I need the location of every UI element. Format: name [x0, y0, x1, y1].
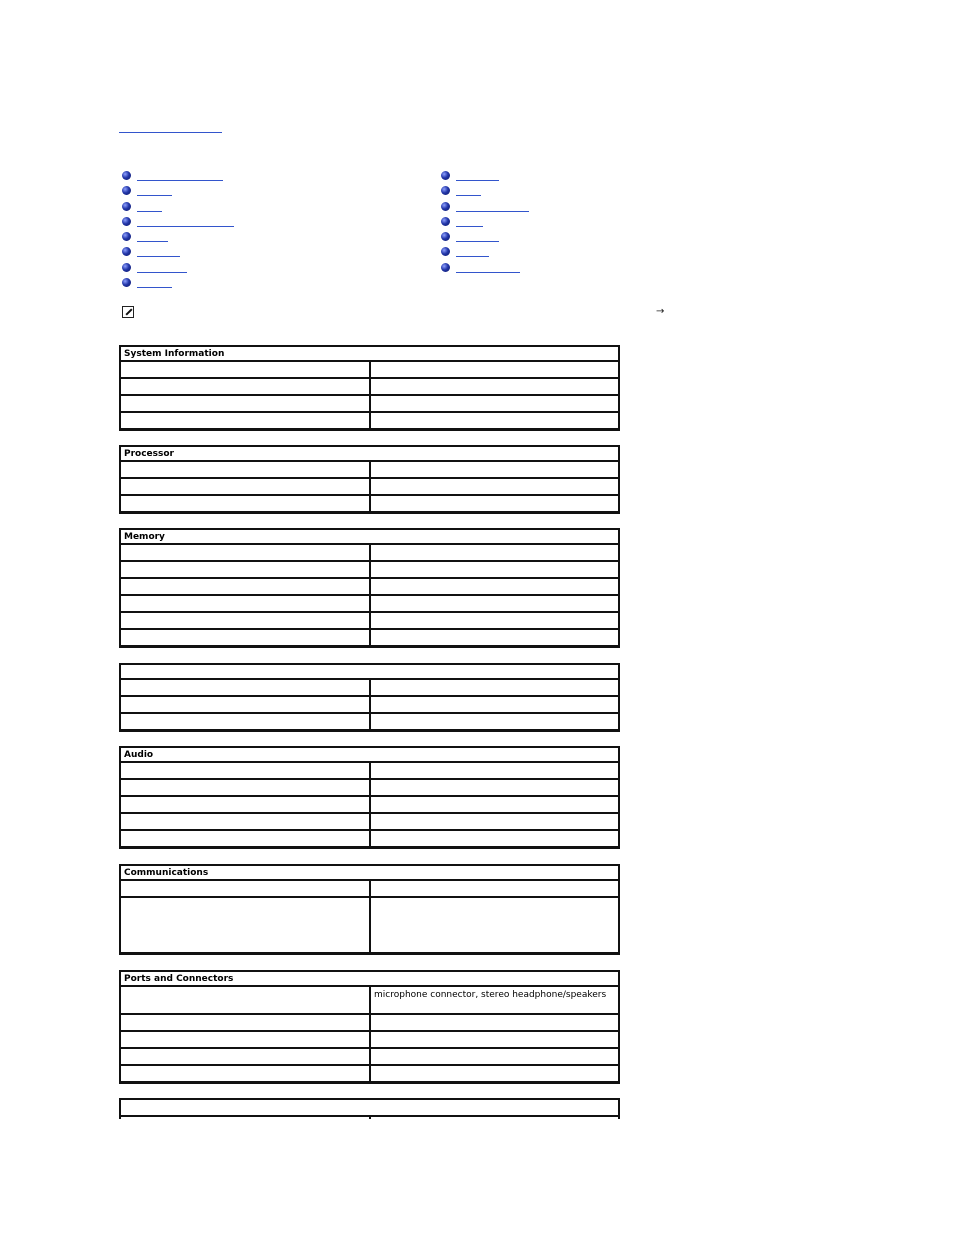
table-cell: [121, 613, 371, 628]
table-cell: [121, 562, 371, 577]
table-cell: [371, 881, 618, 896]
table-cell: [371, 1049, 618, 1064]
table-row: [121, 596, 618, 613]
nav-link[interactable]: [137, 256, 180, 257]
nav-link[interactable]: [456, 256, 489, 257]
table-row: [121, 362, 618, 379]
nav-link[interactable]: [137, 226, 234, 227]
table-cell: [121, 413, 371, 428]
table-cell: [371, 413, 618, 428]
table-row: [121, 987, 618, 1015]
table-cell: [371, 763, 618, 778]
note-pencil-icon: [122, 306, 134, 318]
bullet-icon: [441, 171, 450, 180]
table-cell: [371, 1066, 618, 1081]
nav-link[interactable]: [456, 180, 499, 181]
table-cell: [371, 496, 618, 511]
table-row: [121, 680, 618, 697]
processor-table: [119, 445, 620, 514]
table-cell: [121, 579, 371, 594]
table-row: [121, 780, 618, 797]
bullet-icon: [122, 278, 131, 287]
table-row: [121, 898, 618, 954]
table-cell: [371, 613, 618, 628]
table-row: [121, 697, 618, 714]
table-row: [121, 797, 618, 814]
table-cell: [121, 1032, 371, 1047]
table-header: Communications: [121, 866, 618, 881]
nav-link[interactable]: [137, 287, 172, 288]
back-to-contents-link[interactable]: [119, 122, 222, 133]
truncated-spec-table: [119, 1098, 620, 1119]
nav-link[interactable]: [456, 272, 520, 273]
table-cell: [121, 780, 371, 795]
table-cell: [371, 797, 618, 812]
nav-link[interactable]: [137, 195, 172, 196]
table-cell: [371, 596, 618, 611]
table-cell: [371, 379, 618, 394]
table-row: [121, 379, 618, 396]
bullet-icon: [441, 247, 450, 256]
table-cell: [371, 396, 618, 411]
table-header: Audio: [121, 748, 618, 763]
table-cell: [121, 1049, 371, 1064]
table-cell: [121, 987, 371, 1013]
table-cell: [371, 898, 618, 952]
table-cell: [121, 630, 371, 645]
ports-audio-value: microphone connector, stereo headphone/speakers: [374, 990, 607, 1000]
table-cell: [121, 714, 371, 729]
table-cell: [121, 881, 371, 896]
table-row: [121, 545, 618, 562]
table-cell: [371, 545, 618, 560]
table-cell: [371, 1015, 618, 1030]
nav-link[interactable]: [456, 195, 481, 196]
table-header: [121, 665, 618, 680]
table-cell: [121, 462, 371, 477]
ports-connectors-table: [119, 970, 620, 1084]
table-row: [121, 814, 618, 831]
table-cell: [371, 562, 618, 577]
table-cell: [371, 579, 618, 594]
table-row: [121, 496, 618, 513]
bullet-icon: [122, 171, 131, 180]
table-header: Processor: [121, 447, 618, 462]
table-cell: [121, 831, 371, 846]
table-cell: [371, 780, 618, 795]
table-header: Memory: [121, 530, 618, 545]
column-divider: [369, 1117, 371, 1119]
nav-link[interactable]: [137, 272, 187, 273]
bullet-icon: [441, 202, 450, 211]
nav-link[interactable]: [456, 226, 483, 227]
table-cell: [371, 462, 618, 477]
nav-link[interactable]: [137, 180, 223, 181]
table-cell: [121, 763, 371, 778]
table-cell: [121, 898, 371, 952]
table-cell: [121, 396, 371, 411]
nav-link[interactable]: [137, 211, 162, 212]
nav-link[interactable]: [456, 241, 499, 242]
table-row: [121, 413, 618, 430]
table-row: [121, 613, 618, 630]
table-cell: [121, 479, 371, 494]
bullet-icon: [122, 263, 131, 272]
table-row: [121, 579, 618, 596]
nav-link[interactable]: [456, 211, 529, 212]
table-row: [121, 1049, 618, 1066]
bullet-icon: [122, 247, 131, 256]
table-cell: [121, 362, 371, 377]
bullet-icon: [441, 217, 450, 226]
bullet-icon: [441, 186, 450, 195]
table-cell: [371, 714, 618, 729]
system-information-table: [119, 345, 620, 431]
table-row: [121, 462, 618, 479]
table-cell: [121, 1015, 371, 1030]
table-row: [121, 630, 618, 647]
table-header: [121, 1100, 618, 1117]
table-cell: [121, 797, 371, 812]
untitled-spec-table: [119, 663, 620, 732]
table-row: [121, 881, 618, 898]
table-cell: [371, 814, 618, 829]
table-cell: [371, 479, 618, 494]
bullet-icon: [441, 263, 450, 272]
table-cell: [121, 1066, 371, 1081]
bullet-icon: [122, 186, 131, 195]
table-cell: [121, 496, 371, 511]
arrow-right-icon: →: [656, 306, 665, 317]
table-cell: [371, 680, 618, 695]
table-cell: [121, 596, 371, 611]
bullet-icon: [441, 232, 450, 241]
table-cell: [371, 1032, 618, 1047]
audio-table: [119, 746, 620, 849]
bullet-icon: [122, 202, 131, 211]
table-row: [121, 763, 618, 780]
table-row: [121, 1032, 618, 1049]
table-cell: [371, 362, 618, 377]
table-cell: [121, 545, 371, 560]
nav-link[interactable]: [137, 241, 168, 242]
table-cell: [121, 680, 371, 695]
table-row: [121, 562, 618, 579]
table-header: Ports and Connectors: [121, 972, 618, 987]
table-row: [121, 1066, 618, 1083]
table-cell: [121, 697, 371, 712]
table-row: [121, 831, 618, 848]
table-cell: [121, 814, 371, 829]
table-cell: [121, 379, 371, 394]
table-row: [121, 714, 618, 731]
memory-table: [119, 528, 620, 648]
table-cell: [371, 697, 618, 712]
table-header: System Information: [121, 347, 618, 362]
table-row: [121, 479, 618, 496]
bullet-icon: [122, 217, 131, 226]
bullet-icon: [122, 232, 131, 241]
table-cell: [371, 630, 618, 645]
table-row: [121, 1015, 618, 1032]
table-row: [121, 396, 618, 413]
communications-table: [119, 864, 620, 955]
table-cell: [371, 831, 618, 846]
